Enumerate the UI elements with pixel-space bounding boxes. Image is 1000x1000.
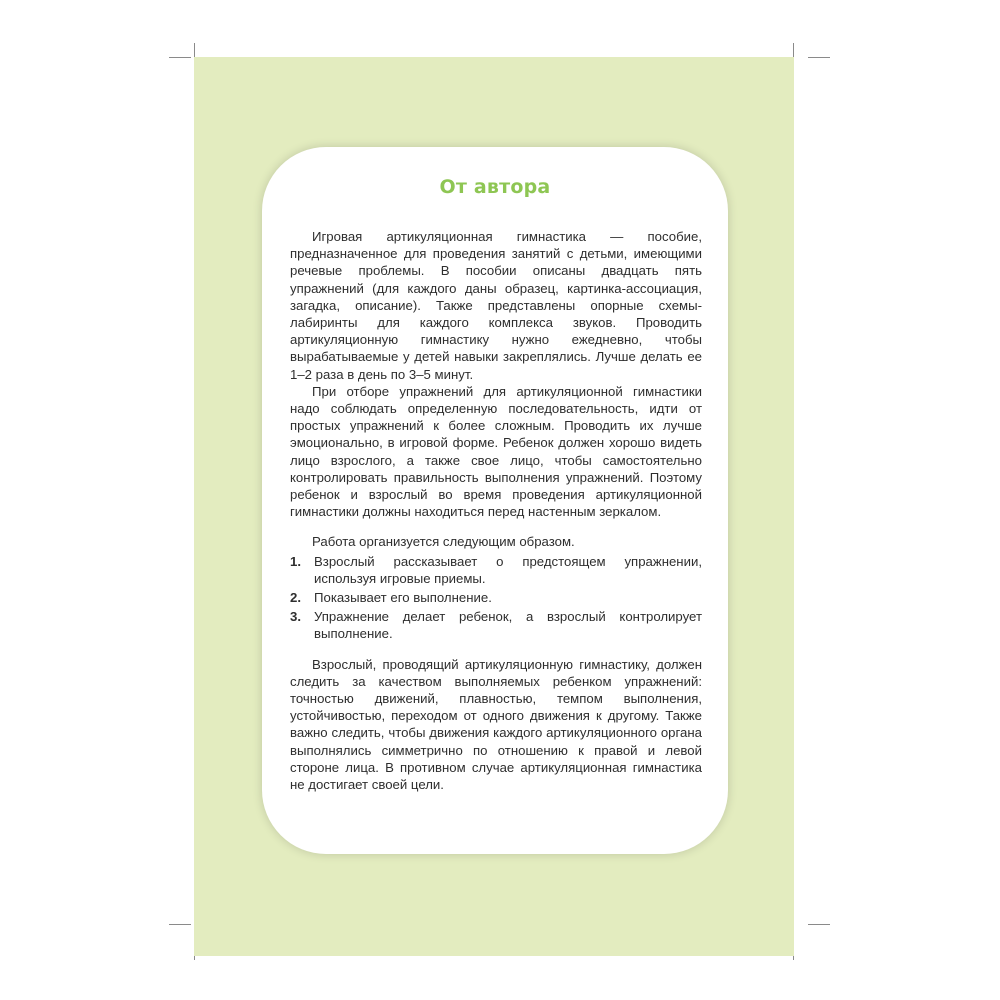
step-number: 2.	[290, 590, 301, 606]
selection-paragraph: При отборе упражнений для артикуляционной гимнастики надо соблюдать определенную последовательность, идти от простых упражнений к более сложным. Проводить их лучше эмоционально, в игровой форме. Ребенок должен хорошо видеть лицо взрослого, а также свое лицо, чтобы самостоятельно контролировать правильность выполнения упражнений. Поэтому ребенок и взрослый во время проведения артикуляционной гимнастики должны находиться перед настенным зеркалом.	[290, 383, 702, 520]
steps-list	[290, 553, 702, 643]
step-number: 3.	[290, 609, 301, 625]
crop-mark-left-bottom	[169, 924, 191, 925]
step-text: Показывает его выполнение.	[314, 590, 492, 606]
intro-paragraph: Игровая артикуляционная гимнастика — пособие, предназначенное для проведения занятий с детьми, имеющими речевые проблемы. В пособии описаны двадцать пять упражнений (для каждого даны образец, картинка-ассоциация, загадка, описание). Также представлены опорные схемы-лабиринты для каждого комплекса звуков. Проводить артикуляционную гимнастику нужно ежедневно, чтобы вырабатываемые у детей навыки закреплялись. Лучше делать ее 1–2 раза в день по 3–5 минут.	[290, 229, 702, 382]
crop-mark-right-bottom	[808, 924, 830, 925]
list-item	[290, 608, 702, 642]
step-text: Упражнение делает ребенок, а взрослый контролирует выполнение.	[314, 609, 702, 642]
crop-mark-right-top	[808, 57, 830, 58]
step-text: Взрослый рассказывает о предстоящем упражнении, используя игровые приемы.	[314, 553, 702, 586]
list-item	[290, 589, 702, 606]
crop-mark-left-top	[169, 57, 191, 58]
step-number: 1.	[290, 553, 301, 569]
page-title: От автора	[439, 176, 551, 198]
procedure-intro: Работа организуется следующим образом.	[312, 534, 575, 550]
text-body	[290, 228, 702, 793]
closing-paragraph: Взрослый, проводящий артикуляционную гимнастику, должен следить за качеством выполняемых ребенком упражнений: точностью движений, плавностью, темпом выполнения, устойчивостью, переходом от одного движения к другому. Также важно следить, чтобы движения каждого артикуляционного органа выполнялись симметрично по отношению к правой и левой стороне лица. В противном случае артикуляционная гимнастика не достигает своей цели.	[290, 656, 702, 793]
text-card	[262, 147, 728, 854]
list-item	[290, 553, 702, 587]
